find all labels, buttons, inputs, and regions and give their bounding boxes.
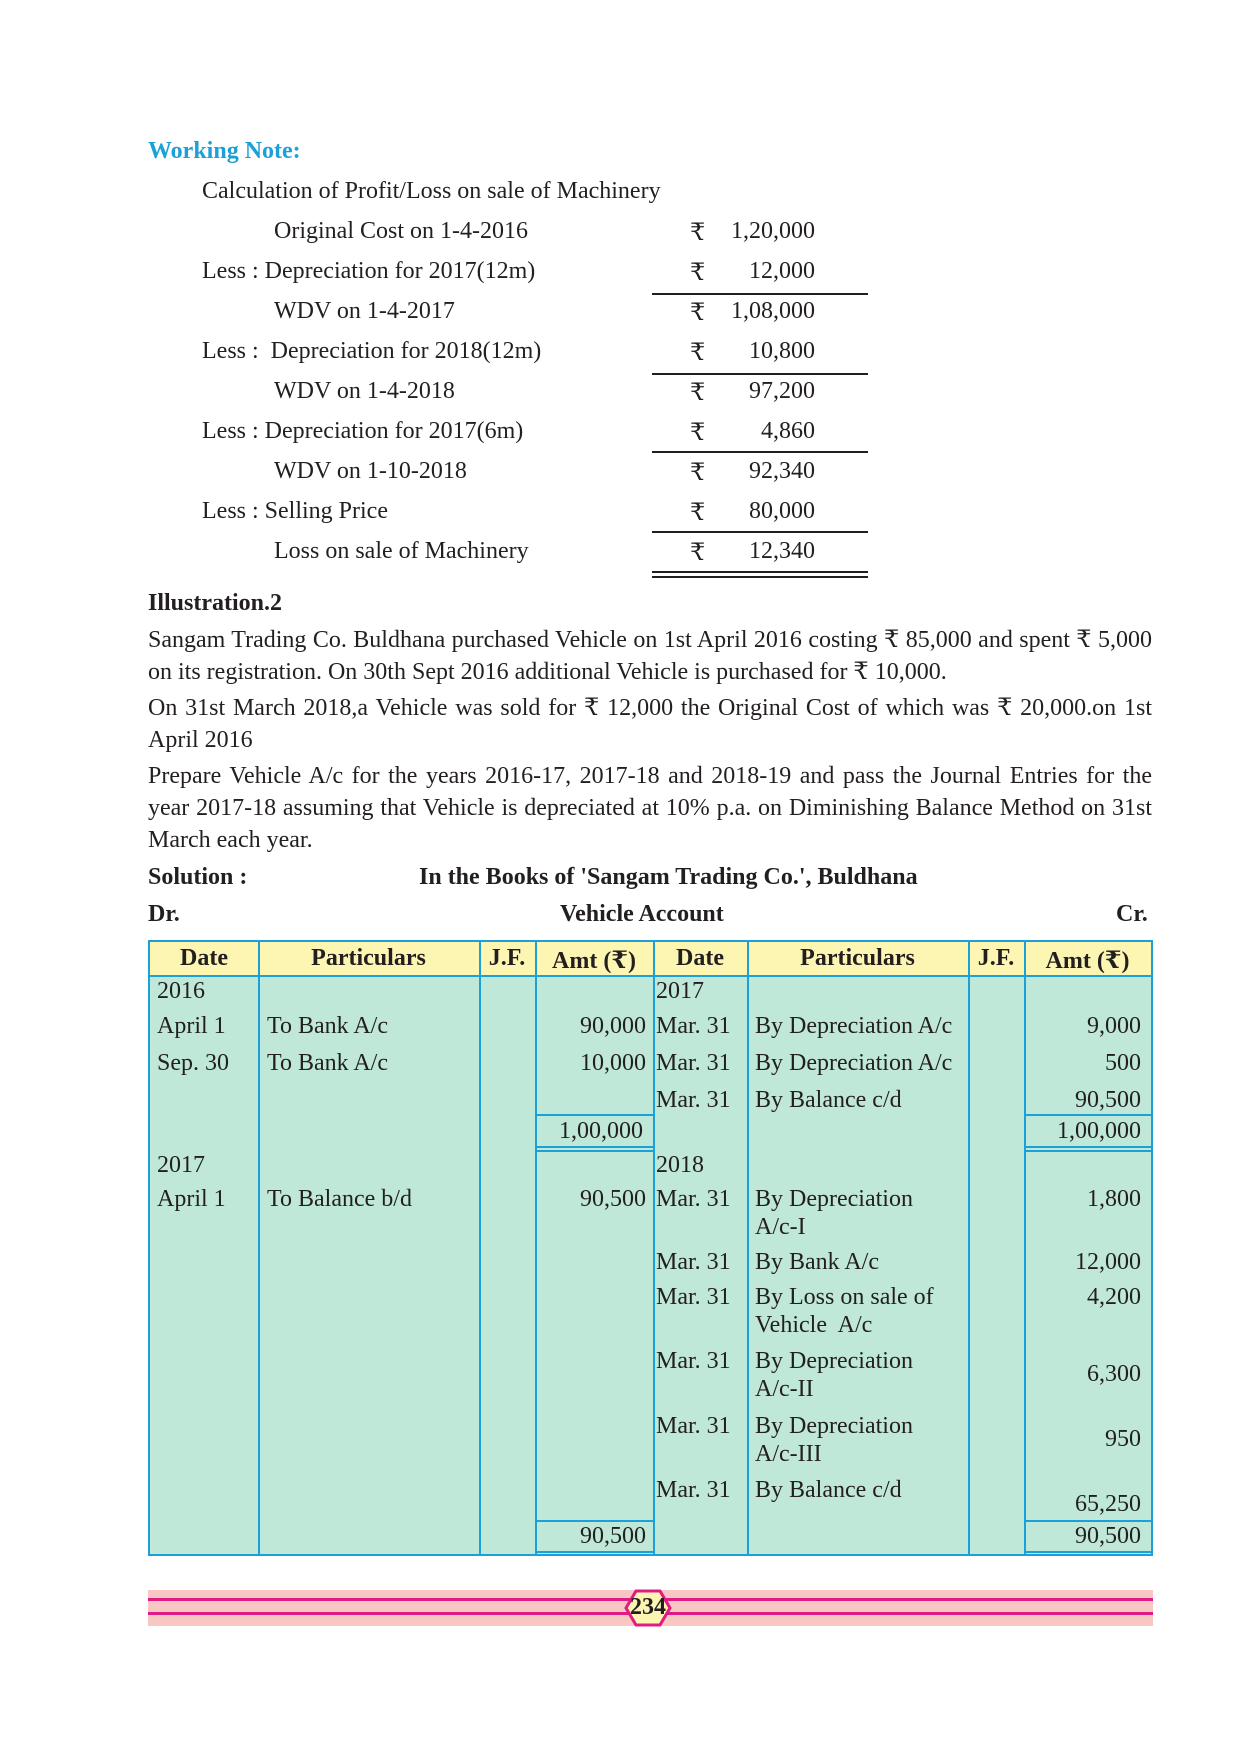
total-rule	[535, 1114, 653, 1116]
header-particulars: Particulars	[800, 945, 915, 971]
working-note-title: Working Note:	[148, 138, 301, 164]
wn-label: WDV on 1-4-2018	[274, 378, 455, 404]
total-rule	[535, 1146, 653, 1148]
total-rule	[1024, 1146, 1151, 1148]
wn-label: WDV on 1-4-2017	[274, 298, 455, 324]
vehicle-account-ledger	[148, 940, 1153, 1556]
credit-year: 2018	[656, 1152, 704, 1178]
wn-label: Less : Depreciation for 2017(6m)	[202, 418, 524, 444]
wn-label: WDV on 1-10-2018	[274, 458, 467, 484]
wn-row	[0, 258, 1241, 298]
credit-amount: 65,250	[1075, 1491, 1141, 1517]
rupee-symbol: ₹	[690, 460, 706, 486]
debit-year: 2017	[157, 1152, 205, 1178]
debit-particulars: To Bank A/c	[267, 1013, 388, 1039]
wn-amount: 10,800	[749, 338, 815, 364]
illustration-paragraph-2: On 31st March 2018,a Vehicle was sold for ₹ 12,000 the Original Cost of which was ₹ 20,000.on 1st April 2016	[148, 695, 1152, 753]
wn-row	[0, 418, 1241, 458]
column-divider	[535, 942, 537, 1554]
wn-amount: 1,08,000	[731, 298, 815, 324]
credit-year: 2017	[656, 978, 704, 1004]
debit-particulars: To Balance b/d	[267, 1186, 412, 1212]
wn-amount: 12,340	[749, 538, 815, 564]
wn-amount: 4,860	[761, 418, 815, 444]
wn-row	[0, 338, 1241, 378]
debit-date: Sep. 30	[157, 1050, 229, 1076]
wn-row	[0, 538, 1241, 578]
credit-date: Mar. 31	[656, 1348, 731, 1374]
wn-amount: 80,000	[749, 498, 815, 524]
debit-amount: 90,500	[580, 1186, 646, 1212]
wn-label: Loss on sale of Machinery	[274, 538, 529, 564]
subtotal-rule	[652, 531, 868, 533]
credit-date: Mar. 31	[656, 1413, 731, 1439]
illustration-paragraph-3: Prepare Vehicle A/c for the years 2016-17, 2017-18 and 2018-19 and pass the Journal Entries for the year 2017-18 assuming that Vehicle is depreciated at 10% p.a. on Diminishing Balance Method on 31st March each year.	[148, 763, 1152, 853]
solution-label: Solution :	[148, 864, 248, 890]
credit-amount: 950	[1105, 1426, 1141, 1452]
wn-amount: 97,200	[749, 378, 815, 404]
credit-date: Mar. 31	[656, 1087, 731, 1113]
credit-date: Mar. 31	[656, 1477, 731, 1503]
credit-date: Mar. 31	[656, 1050, 731, 1076]
header-date: Date	[676, 945, 724, 971]
wn-label: Less : Depreciation for 2017(12m)	[202, 258, 536, 284]
total-rule	[1024, 1150, 1151, 1152]
debit-total: 90,500	[580, 1523, 646, 1549]
credit-amount: 90,500	[1075, 1087, 1141, 1113]
credit-particulars: By Loss on sale of Vehicle A/c	[755, 1284, 934, 1338]
credit-particulars: By Depreciation A/c-II	[755, 1348, 913, 1402]
wn-row	[0, 498, 1241, 538]
books-title: In the Books of 'Sangam Trading Co.', Buldhana	[419, 864, 918, 890]
credit-amount: 6,300	[1087, 1361, 1141, 1387]
credit-particulars: By Depreciation A/c-I	[755, 1186, 913, 1240]
wn-label: Less : Selling Price	[202, 498, 388, 524]
column-divider	[653, 942, 655, 1554]
credit-label: Cr.	[1116, 901, 1148, 927]
rupee-symbol: ₹	[690, 540, 706, 566]
ledger-header-row	[150, 942, 1151, 977]
subtotal-rule	[652, 293, 868, 295]
rupee-symbol: ₹	[690, 380, 706, 406]
header-particulars: Particulars	[311, 945, 426, 971]
rupee-symbol: ₹	[690, 420, 706, 446]
rupee-symbol: ₹	[690, 500, 706, 526]
credit-particulars: By Bank A/c	[755, 1249, 879, 1275]
rupee-symbol: ₹	[690, 260, 706, 286]
credit-date: Mar. 31	[656, 1013, 731, 1039]
header-amount: Amt (₹)	[1045, 948, 1130, 974]
wn-amount: 92,340	[749, 458, 815, 484]
rupee-symbol: ₹	[690, 300, 706, 326]
column-divider	[479, 942, 481, 1554]
credit-total: 90,500	[1075, 1523, 1141, 1549]
header-date: Date	[180, 945, 228, 971]
wn-row	[0, 298, 1241, 338]
debit-year: 2016	[157, 978, 205, 1004]
rupee-symbol: ₹	[690, 220, 706, 246]
debit-total: 1,00,000	[559, 1118, 643, 1144]
total-rule	[535, 1150, 653, 1152]
credit-total: 1,00,000	[1057, 1118, 1141, 1144]
total-rule	[1024, 1551, 1151, 1553]
working-note-heading: Calculation of Profit/Loss on sale of Machinery	[202, 178, 661, 204]
debit-date: April 1	[157, 1013, 226, 1039]
debit-particulars: To Bank A/c	[267, 1050, 388, 1076]
column-divider	[258, 942, 260, 1554]
credit-particulars: By Balance c/d	[755, 1477, 902, 1503]
credit-date: Mar. 31	[656, 1249, 731, 1275]
wn-amount: 12,000	[749, 258, 815, 284]
wn-label: Original Cost on 1-4-2016	[274, 218, 528, 244]
credit-particulars: By Depreciation A/c-III	[755, 1413, 913, 1467]
wn-row	[0, 218, 1241, 258]
header-jf: J.F.	[977, 945, 1015, 971]
header-amount: Amt (₹)	[552, 948, 636, 974]
credit-amount: 12,000	[1075, 1249, 1141, 1275]
debit-amount: 10,000	[580, 1050, 646, 1076]
page-number: 234	[630, 1594, 666, 1620]
credit-date: Mar. 31	[656, 1284, 731, 1310]
credit-amount: 4,200	[1087, 1284, 1141, 1310]
subtotal-rule	[652, 373, 868, 375]
wn-row	[0, 378, 1241, 418]
illustration-paragraph-1: Sangam Trading Co. Buldhana purchased Vehicle on 1st April 2016 costing ₹ 85,000 and spent ₹ 5,000 on its registration. On 30th Sept 2016 additional Vehicle is purchased for ₹ 10,000.	[148, 627, 1152, 685]
column-divider	[1024, 942, 1026, 1554]
credit-amount: 500	[1105, 1050, 1141, 1076]
wn-label: Less : Depreciation for 2018(12m)	[202, 338, 542, 364]
final-total-double-rule	[652, 571, 868, 578]
rupee-symbol: ₹	[690, 340, 706, 366]
credit-amount: 9,000	[1087, 1013, 1141, 1039]
debit-amount: 90,000	[580, 1013, 646, 1039]
column-divider	[747, 942, 749, 1554]
account-title: Vehicle Account	[560, 901, 724, 927]
credit-amount: 1,800	[1087, 1186, 1141, 1212]
header-jf: J.F.	[488, 945, 526, 971]
total-rule	[535, 1551, 653, 1553]
wn-amount: 1,20,000	[731, 218, 815, 244]
wn-row	[0, 458, 1241, 498]
credit-date: Mar. 31	[656, 1186, 731, 1212]
credit-particulars: By Depreciation A/c	[755, 1050, 953, 1076]
illustration-title: Illustration.2	[148, 590, 283, 616]
credit-particulars: By Balance c/d	[755, 1087, 902, 1113]
column-divider	[968, 942, 970, 1554]
debit-date: April 1	[157, 1186, 226, 1212]
credit-particulars: By Depreciation A/c	[755, 1013, 953, 1039]
debit-label: Dr.	[148, 901, 180, 927]
total-rule	[1024, 1114, 1151, 1116]
subtotal-rule	[652, 451, 868, 453]
